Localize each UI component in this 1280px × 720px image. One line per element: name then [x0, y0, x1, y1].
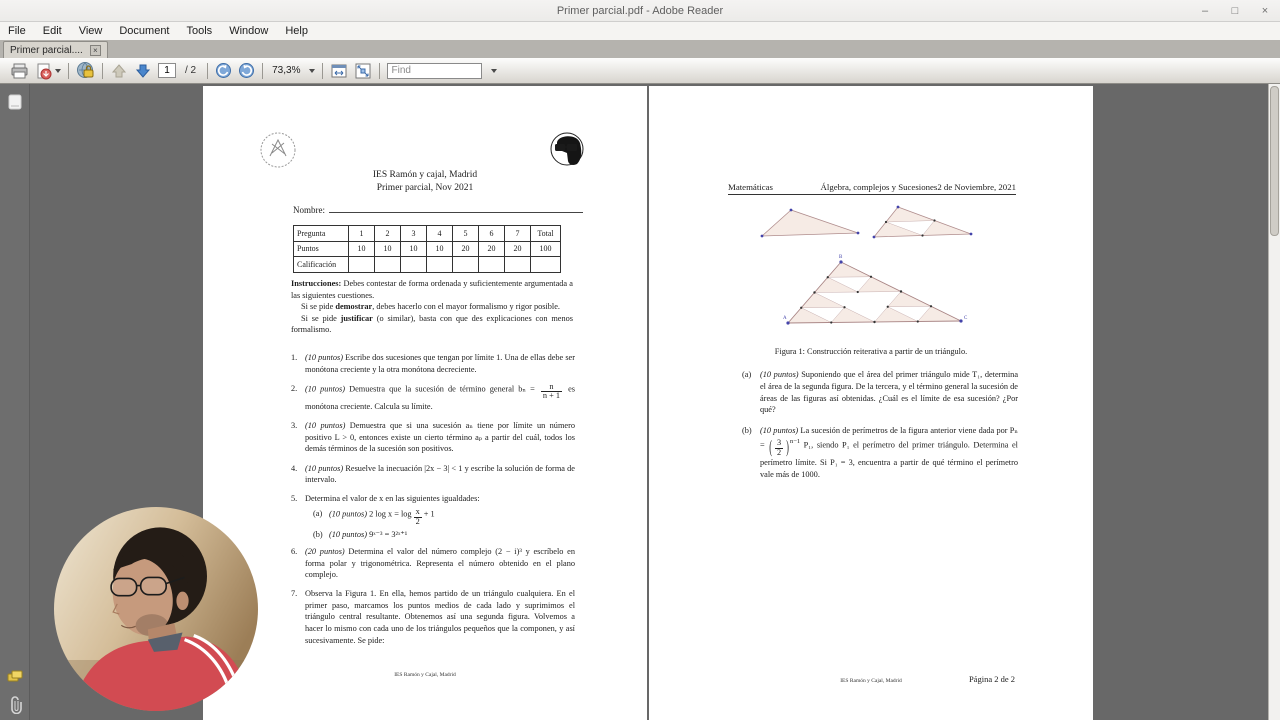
page-count-label: / 2	[185, 65, 197, 76]
points-label: (10 puntos)	[329, 530, 368, 540]
sub-question-text	[329, 529, 407, 541]
table-cell: 10	[401, 241, 427, 257]
right-paren: )	[786, 437, 789, 457]
table-cell	[453, 257, 479, 273]
table-cell	[401, 257, 427, 273]
question-text	[305, 546, 575, 581]
table-cell: 2	[375, 226, 401, 242]
table-row	[294, 226, 561, 242]
points-label: (10 puntos)	[305, 353, 344, 362]
left-paren: (	[769, 437, 773, 457]
table-cell: 20	[479, 241, 505, 257]
question-body-text: Suponiendo que el área del primer triángulo mide T₁, determina el área de la segunda figura. De la tercera, y el término general la sucesión de áreas de las figuras así obtenidas. ¿Cuál es el límite de esa sucesión? ¿Por qué?	[760, 370, 1019, 415]
question-item	[291, 352, 575, 375]
document-title	[203, 169, 647, 195]
fraction	[775, 439, 783, 457]
window-controls	[1198, 0, 1272, 22]
instructions-text: , debes hacerlo con el mayor formalismo y rigor posible.	[372, 302, 560, 312]
fraction-denominator: 2	[415, 516, 420, 526]
table-cell	[349, 257, 375, 273]
points-label: (10 puntos)	[329, 509, 368, 519]
points-label: (10 puntos)	[305, 384, 346, 394]
sub-question-list	[742, 369, 1018, 490]
menu-document[interactable]: Document	[119, 25, 170, 37]
question-item	[291, 546, 575, 581]
question-item	[291, 493, 575, 544]
table-cell: 10	[349, 241, 375, 257]
toolbar-separator	[207, 63, 208, 79]
menu-window[interactable]: Window	[229, 25, 269, 37]
export-icon	[35, 62, 52, 80]
scrollbar-thumb[interactable]	[1270, 86, 1279, 236]
table-cell: 20	[505, 241, 531, 257]
points-label: (10 puntos)	[760, 370, 799, 379]
question-list	[291, 352, 575, 654]
vertical-scrollbar[interactable]	[1268, 84, 1280, 720]
comments-panel-icon[interactable]	[6, 668, 24, 686]
question-body-text: Determina el valor del número complejo (2 − i)³ y escríbelo en forma polar y trigonométrica. Representa el número obtenido en el plano complejo.	[305, 546, 575, 580]
tab-label: Primer parcial....	[10, 44, 83, 56]
question-text	[305, 352, 575, 375]
next-page-icon[interactable]	[134, 62, 152, 80]
table-cell: 4	[427, 226, 453, 242]
toolbar	[0, 58, 1280, 84]
table-cell	[505, 257, 531, 273]
table-cell	[479, 257, 505, 273]
sub-question-label: (b)	[313, 530, 323, 540]
formula-text: + 1	[423, 509, 435, 519]
question-item	[291, 463, 575, 486]
export-button[interactable]	[35, 62, 61, 80]
menu-view[interactable]: View	[78, 25, 103, 37]
table-cell	[427, 257, 453, 273]
formula-text: 2 log x = log	[367, 509, 412, 519]
instructions-text: Si se pide	[301, 313, 341, 323]
instructions-bold: justificar	[340, 313, 373, 323]
toolbar-separator	[379, 63, 380, 79]
question-number: 7.	[291, 589, 298, 599]
question-body-text: Resuelve la inecuación |2x − 3| < 1 y escribe la solución de forma de intervalo.	[305, 463, 575, 485]
menu-edit[interactable]: Edit	[42, 25, 62, 37]
face-logo	[549, 131, 585, 167]
points-label: (10 puntos)	[760, 426, 799, 436]
question-body-text: Escribe dos sucesiones que tengan por límite 1. Una de ellas debe ser monótona creciente y la otra monótona decreciente.	[305, 353, 575, 374]
name-blank-line	[329, 203, 583, 213]
table-cell: 7	[505, 226, 531, 242]
fit-width-icon[interactable]	[330, 62, 348, 80]
sub-question-label: (b)	[742, 426, 752, 436]
table-cell: 20	[453, 241, 479, 257]
document-tab[interactable]	[3, 41, 108, 58]
table-row	[294, 241, 561, 257]
menu-file[interactable]: File	[8, 25, 26, 37]
question-number: 6.	[291, 546, 298, 556]
name-label: Nombre:	[293, 205, 325, 215]
next-view-icon[interactable]	[238, 62, 255, 79]
question-text	[760, 425, 1018, 481]
table-cell: Total	[531, 226, 561, 242]
question-number: 1.	[291, 353, 298, 362]
question-item	[291, 588, 575, 646]
instructions-text: Si se pide	[301, 302, 336, 312]
question-number: 3.	[291, 421, 298, 431]
score-table	[293, 225, 561, 273]
page-header	[728, 182, 1016, 195]
points-label: (10 puntos)	[305, 421, 346, 431]
footer-school: IES Ramón y Cajal, Madrid	[840, 678, 902, 684]
question-text: Observa la Figura 1. En ella, hemos partido de un triángulo cualquiera. En el primer paso, marcamos los puntos medios de cada lado y suprimimos el triángulo central resultante. Obtenemos así una segunda figura. Volvemos a hacer lo mismo con cada uno de los triángulos pequeños que la componen, y así sucesivamente. Se pide:	[305, 589, 575, 645]
fraction	[414, 508, 422, 526]
instructions-heading: Instrucciones:	[291, 279, 342, 288]
question-body-text: Demuestra que si una sucesión aₙ tiene por límite un número positivo L > 0, entonces existe un cierto término aₚ a partir del cuál, todos los demás términos de la sucesión son positivos.	[305, 421, 575, 454]
question-body-text: Demuestra que la sucesión de término general bₙ =	[345, 384, 535, 394]
points-label: (10 puntos)	[305, 463, 344, 473]
question-text	[760, 369, 1018, 416]
instructions-block	[291, 278, 573, 336]
table-cell: 6	[479, 226, 505, 242]
previous-view-icon[interactable]	[215, 62, 232, 79]
fraction-numerator: 3	[777, 437, 782, 447]
instructions-bold: demostrar	[335, 302, 373, 312]
school-name: IES Ramón y cajal, Madrid	[372, 170, 478, 180]
find-input[interactable]	[387, 63, 482, 79]
table-cell: 10	[427, 241, 453, 257]
toolbar-separator	[68, 63, 69, 79]
vertex-label-b: B	[839, 255, 843, 260]
question-item	[742, 425, 1018, 481]
caret-down-icon	[55, 69, 61, 73]
toolbar-separator	[102, 63, 103, 79]
question-number: 5.	[291, 494, 298, 504]
question-text	[305, 463, 575, 486]
question-item	[742, 369, 1018, 416]
table-cell	[375, 257, 401, 273]
question-item	[291, 383, 575, 413]
menu-tools[interactable]: Tools	[186, 25, 213, 37]
fraction	[541, 383, 562, 401]
toolbar-separator	[262, 63, 263, 79]
table-cell: 10	[375, 241, 401, 257]
table-cell: 1	[349, 226, 375, 242]
previous-page-icon[interactable]	[110, 62, 128, 80]
maximize-button[interactable]: □	[1231, 5, 1239, 17]
figure-caption: Figura 1: Construcción reiterativa a partir de un triángulo.	[774, 347, 968, 356]
attachments-panel-icon[interactable]	[6, 696, 24, 714]
question-item	[291, 420, 575, 455]
tab-close-icon[interactable]: ×	[90, 45, 101, 56]
page-footer: IES Ramón y Cajal, Madrid	[394, 672, 456, 678]
title-bar	[0, 0, 1280, 22]
formula-text: 9ˣ⁻³ = 3²ˣ⁺¹	[367, 530, 408, 540]
table-row	[294, 257, 561, 273]
instructions-text: (o similar), basta con que des explicaciones con menos formalismo.	[291, 313, 573, 335]
header-topic-date: Álgebra, complejos y Sucesiones2 de Noviembre, 2021	[820, 182, 1016, 192]
sub-question-label: (a)	[742, 370, 752, 379]
menu-bar	[0, 22, 1280, 40]
fraction-denominator: n + 1	[542, 391, 560, 401]
print-icon[interactable]	[10, 62, 29, 80]
exam-title: Primer parcial, Nov 2021	[376, 182, 474, 193]
question-number: 2.	[291, 383, 298, 393]
header-subject: Matemáticas	[728, 182, 773, 192]
table-cell: Pregunta	[294, 226, 349, 242]
close-button[interactable]: ×	[1261, 5, 1269, 17]
zoom-control[interactable]	[270, 65, 315, 76]
sign-icon[interactable]	[76, 61, 95, 80]
fraction-denominator: 2	[777, 447, 782, 457]
question-number: 4.	[291, 463, 298, 473]
vertex-label-a: A	[783, 316, 787, 321]
table-cell: 5	[453, 226, 479, 242]
table-cell: Puntos	[294, 241, 349, 257]
question-body-text: La sucesión de perímetros de la figura anterior viene dada por Pₙ =	[760, 426, 1018, 450]
pdf-page-2	[649, 86, 1093, 720]
menu-help[interactable]: Help	[285, 25, 308, 37]
question-body-text: P₁, siendo P₁ el perímetro del primer triángulo. Determina el perímetro límite. Si P₁ = 3, encuentra a partir de qué término el perímetro vale más de 1000.	[760, 440, 1018, 479]
tab-bar	[0, 40, 1280, 58]
fraction-numerator: n	[541, 383, 562, 393]
question-text	[305, 493, 575, 544]
zoom-level-label: 73,3%	[272, 65, 301, 76]
toolbar-separator	[322, 63, 323, 79]
footer-page-number: Página 2 de 2	[968, 674, 1015, 684]
triangle-figure	[756, 203, 978, 339]
instructions-text: Debes contestar de forma ordenada y suficientemente argumentada a las siguientes cuestiones.	[291, 279, 573, 300]
question-text	[305, 383, 575, 413]
points-label: (20 puntos)	[305, 546, 345, 556]
page-footer	[649, 674, 1093, 688]
name-field	[293, 205, 583, 215]
exponent: n−1	[789, 437, 801, 445]
question-text	[305, 420, 575, 455]
school-stamp-logo	[258, 130, 298, 170]
table-cell: 3	[401, 226, 427, 242]
table-cell: 100	[531, 241, 561, 257]
window-title: Primer parcial.pdf - Adobe Reader	[556, 4, 724, 17]
sub-question	[313, 508, 575, 526]
pages-panel-icon[interactable]	[6, 93, 24, 111]
minimize-button[interactable]: –	[1201, 5, 1209, 17]
sub-question-label: (a)	[313, 508, 323, 518]
sub-question	[313, 529, 575, 541]
question-body-text: es monótona creciente. Calcula su límite.	[305, 384, 576, 412]
full-page-icon[interactable]	[354, 62, 372, 80]
webcam-overlay	[54, 507, 258, 711]
find-options-caret-icon[interactable]	[491, 69, 497, 73]
vertex-label-c: C	[964, 316, 968, 321]
webcam-video	[54, 507, 258, 711]
table-cell	[531, 257, 561, 273]
fraction-numerator: x	[415, 506, 420, 516]
page-number-input[interactable]	[158, 63, 176, 78]
navigation-sidebar	[0, 84, 30, 720]
caret-down-icon	[309, 69, 315, 73]
pdf-page-1	[203, 86, 647, 720]
question-body-text: Determina el valor de x en las siguientes igualdades:	[305, 494, 480, 504]
table-cell: Calificación	[294, 257, 349, 273]
sub-question-text	[329, 508, 435, 526]
